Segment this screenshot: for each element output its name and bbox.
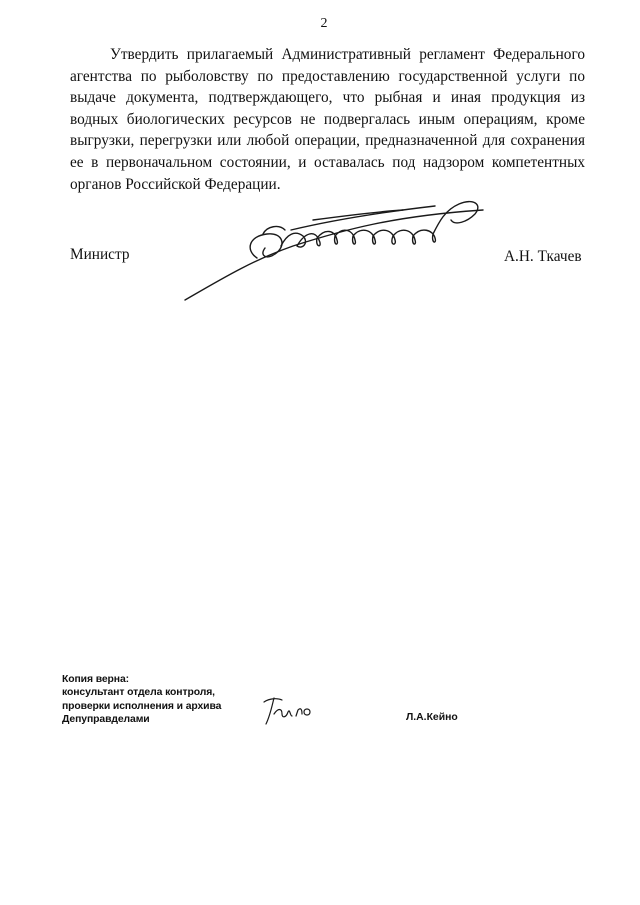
copy-line: консультант отдела контроля, <box>62 687 215 699</box>
copy-line: Депуправделами <box>62 713 150 725</box>
copy-line: проверки исполнения и архива <box>62 700 222 712</box>
signatory-role: Министр <box>70 246 130 263</box>
copy-certifier-name: Л.А.Кейно <box>406 712 458 723</box>
handwritten-signature-icon <box>183 190 493 306</box>
copy-line: Копия верна: <box>62 674 129 685</box>
signatory-name: А.Н. Ткачев <box>504 248 582 265</box>
page-number: 2 <box>320 16 328 31</box>
copy-certification-block <box>62 673 221 726</box>
handwritten-signature-small-icon <box>260 694 320 728</box>
decree-paragraph: Утвердить прилагаемый Административный регламент Федерального агентства по рыболовству по предоставлению государственной услуги по выдаче документа, подтверждающего, что рыбная и иная продукция из водных биологических ресурсов не подвергалась иным операциям, кроме выгрузки, перегрузки или любой операции, предназначенной для сохранения ее в первоначальном состоянии, и оставалась под надзором компетентных органов Российской Федерации. <box>70 46 585 193</box>
